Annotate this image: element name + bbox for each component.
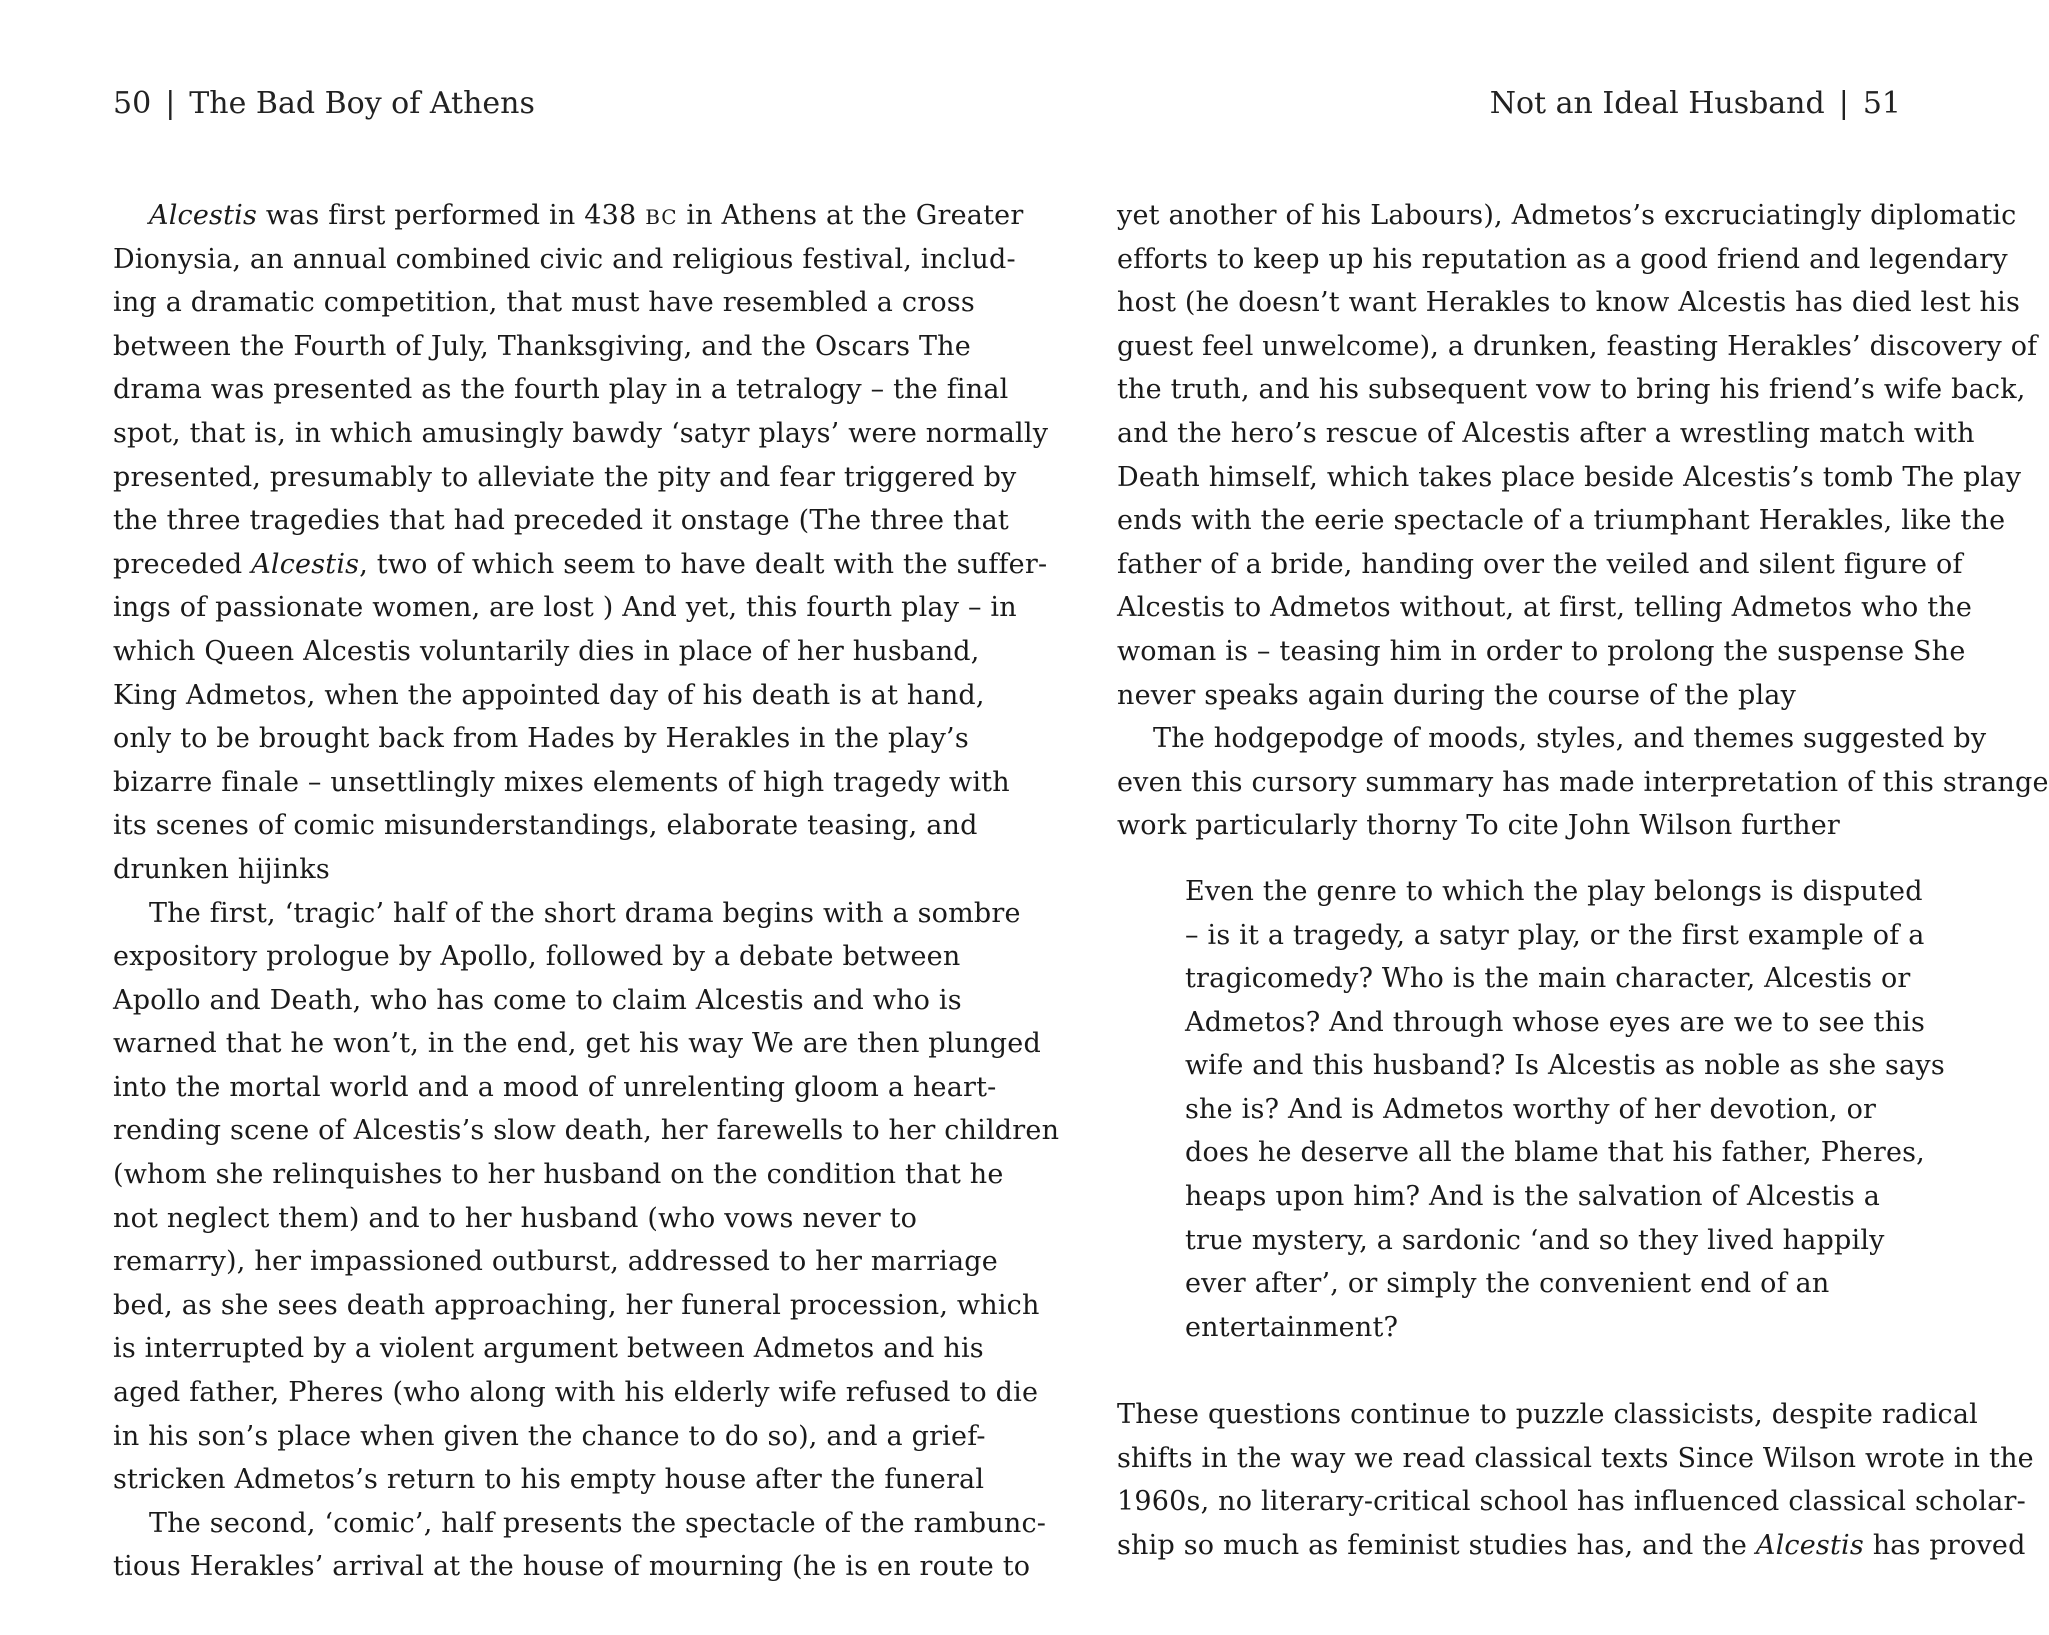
text-line: never speaks again during the course of the play	[1117, 679, 1797, 711]
spacer	[1117, 848, 1901, 870]
text-run: preceded	[113, 548, 252, 580]
text-line: King Admetos, when the appointed day of his death is at hand,	[113, 679, 985, 711]
text-line: work particularly thorny To cite John Wilson further	[1117, 810, 1841, 842]
quote-line: true mystery, a sardonic ‘and so they lived happily	[1185, 1224, 1885, 1256]
text-line: efforts to keep up his reputation as a good friend and legendary	[1117, 243, 2008, 275]
text-line: The first, ‘tragic’ half of the short drama begins with a sombre	[149, 897, 1021, 929]
right-running-head	[1490, 84, 1901, 124]
quote-line: Even the genre to which the play belongs is disputed	[1185, 875, 1923, 907]
text-line: Death himself, which takes place beside Alcestis’s tomb The play	[1117, 461, 2022, 493]
text-line: yet another of his Labours), Admetos’s excruciatingly diplomatic	[1117, 200, 2017, 231]
text-line: host (he doesn’t want Herakles to know Alcestis has died lest his	[1117, 287, 2021, 319]
right-running-title: Not an Ideal Husband	[1489, 86, 1825, 121]
left-running-title: The Bad Boy of Athens	[189, 86, 535, 121]
text-line: drama was presented as the fourth play in a tetralogy – the final	[113, 374, 1009, 406]
header-separator: |	[1838, 86, 1849, 121]
text-line: ing a dramatic competition, that must have resembled a cross	[113, 287, 975, 319]
text-line: bizarre finale – unsettlingly mixes elements of high tragedy with	[113, 766, 1010, 798]
text-line: tious Herakles’ arrival at the house of mourning (he is en route to	[113, 1551, 1031, 1583]
text-line: 1960s, no literary-critical school has influenced classical scholar-	[1117, 1486, 2026, 1518]
text-line: is interrupted by a violent argument between Admetos and his	[113, 1333, 984, 1365]
text-line: the truth, and his subsequent vow to bring his friend’s wife back,	[1117, 374, 2026, 406]
text-line: into the mortal world and a mood of unrelenting gloom a heart-	[113, 1071, 997, 1103]
text-line: Dionysia, an annual combined civic and religious festival, includ-	[113, 243, 1016, 275]
text-line: and the hero’s rescue of Alcestis after a wrestling match with	[1117, 417, 1975, 449]
italic-title: Alcestis	[251, 548, 360, 580]
text-line: Alcestis to Admetos without, at first, telling Admetos who the	[1117, 592, 1973, 624]
text-line: woman is – teasing him in order to prolong the suspense She	[1117, 635, 1966, 667]
text-line: not neglect them) and to her husband (who vows never to	[113, 1202, 918, 1234]
text-line: shifts in the way we read classical texts Since Wilson wrote in the	[1117, 1442, 2034, 1474]
text-line: its scenes of comic misunderstandings, elaborate teasing, and	[113, 810, 978, 842]
text-line: spot, that is, in which amusingly bawdy ‘satyr plays’ were normally	[113, 417, 1049, 449]
text-run: ship so much as feminist studies has, and the	[1117, 1529, 1756, 1561]
small-caps-run: BC	[645, 205, 678, 229]
text-line: drunken hijinks	[113, 853, 330, 885]
left-page	[113, 0, 1060, 1635]
text-line: the three tragedies that had preceded it onstage (The three that	[113, 505, 1009, 537]
text-line	[113, 543, 1048, 587]
text-line: stricken Admetos’s return to his empty house after the funeral	[113, 1464, 985, 1496]
left-body-text	[113, 194, 1060, 1589]
text-line: aged father, Pheres (who along with his elderly wife refused to die	[113, 1377, 1039, 1409]
text-line: These questions continue to puzzle classicists, despite radical	[1117, 1399, 1978, 1431]
text-line: remarry), her impassioned outburst, addressed to her marriage	[113, 1246, 998, 1278]
text-line: ings of passionate women, are lost ) And yet, this fourth play – in	[113, 592, 1017, 624]
text-line: between the Fourth of July, Thanksgiving, and the Oscars The	[113, 330, 971, 362]
italic-title: Alcestis	[1755, 1529, 1864, 1561]
quote-line: wife and this husband? Is Alcestis as noble as she says	[1185, 1050, 1945, 1082]
header-separator: |	[165, 86, 176, 121]
left-running-head	[113, 84, 535, 124]
quote-line: does he deserve all the blame that his father, Pheres,	[1185, 1137, 1925, 1169]
text-line: bed, as she sees death approaching, her funeral procession, which	[113, 1289, 1040, 1321]
text-line: ends with the eerie spectacle of a triumphant Herakles, like the	[1117, 505, 2006, 537]
right-page	[1117, 0, 2049, 1635]
text-line: father of a bride, handing over the veiled and silent figure of	[1117, 548, 1963, 580]
quote-line: – is it a tragedy, a satyr play, or the first example of a	[1185, 919, 1925, 951]
quote-line: entertainment?	[1185, 1311, 1399, 1343]
quote-line: ever after’, or simply the convenient end of an	[1185, 1268, 1830, 1300]
text-line: in his son’s place when given the chance to do so), and a grief-	[113, 1420, 986, 1452]
text-line: only to be brought back from Hades by Herakles in the play’s	[113, 723, 969, 755]
text-run: was first performed in 438	[257, 200, 646, 231]
quote-line: she is? And is Admetos worthy of her devotion, or	[1185, 1093, 1877, 1125]
text-line: which Queen Alcestis voluntarily dies in place of her husband,	[113, 635, 980, 667]
text-run: , two of which seem to have dealt with the suffer-	[359, 548, 1048, 580]
block-quote	[1117, 870, 1945, 1350]
text-run: has proved	[1863, 1529, 2026, 1561]
right-page-number: 51	[1862, 86, 1901, 121]
quote-line: heaps upon him? And is the salvation of Alcestis a	[1185, 1181, 1880, 1213]
text-line: The second, ‘comic’, half presents the spectacle of the rambunc-	[149, 1507, 1047, 1539]
text-line: The hodgepodge of moods, styles, and themes suggested by	[1153, 723, 1987, 755]
quote-line: tragicomedy? Who is the main character, Alcestis or	[1185, 963, 1911, 995]
italic-title: Alcestis	[149, 200, 258, 231]
text-line: (whom she relinquishes to her husband on the condition that he	[113, 1159, 1004, 1191]
text-run: in Athens at the Greater	[677, 200, 1024, 231]
quote-line: Admetos? And through whose eyes are we to see this	[1185, 1006, 1926, 1038]
right-body-text	[1117, 194, 2049, 1567]
text-line: guest feel unwelcome), a drunken, feasting Herakles’ discovery of	[1117, 330, 2038, 362]
text-line: Apollo and Death, who has come to claim Alcestis and who is	[113, 984, 962, 1016]
text-line: expository prologue by Apollo, followed by a debate between	[113, 941, 961, 973]
text-line	[1117, 1524, 2026, 1568]
text-line: presented, presumably to alleviate the pity and fear triggered by	[113, 461, 1017, 493]
text-line: warned that he won’t, in the end, get his way We are then plunged	[113, 1028, 1041, 1060]
text-line: rending scene of Alcestis’s slow death, her farewells to her children	[113, 1115, 1060, 1147]
spacer	[1117, 1349, 1901, 1393]
text-line	[113, 194, 1024, 238]
left-page-number: 50	[113, 86, 152, 121]
text-line: even this cursory summary has made interpretation of this strange	[1117, 766, 2049, 798]
